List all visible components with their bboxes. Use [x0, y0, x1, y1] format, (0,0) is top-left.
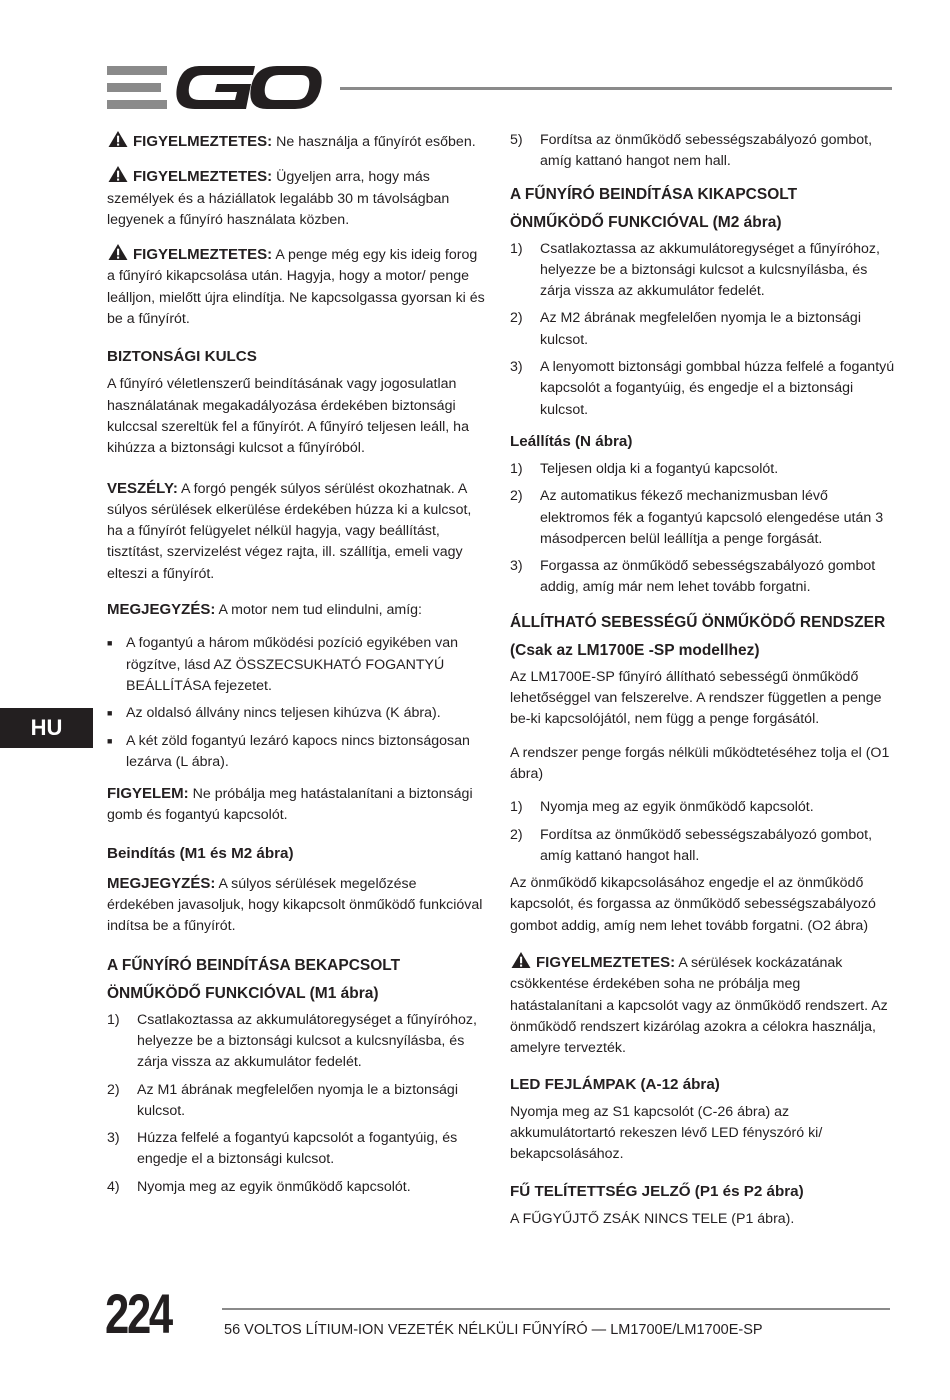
warning-triangle-icon: [107, 165, 129, 183]
list-item: ■ Az oldalsó állvány nincs teljesen kihúzva (K ábra).: [107, 705, 441, 722]
stop-heading: Leállítás (N ábra): [510, 432, 633, 450]
list-item: 1) Nyomja meg az egyik önműködő kapcsolót.: [510, 799, 814, 816]
warning-triangle-icon: [107, 243, 129, 261]
start-off-heading: A FŰNYÍRÓ BEINDÍTÁSA KIKAPCSOLT ÖNMŰKÖDŐ FUNKCIÓVAL (M2 ábra): [510, 185, 798, 231]
led-text: Nyomja meg az S1 kapcsolót (C-26 ábra) az akkumulátortartó rekeszen lévő LED fényszóró ki/ bekapcsolásához.: [510, 1103, 823, 1163]
language-tab: HU: [0, 708, 93, 748]
list-item: ■ A fogantyú a három működési pozíció egyikében van rögzítve, lásd AZ ÖSSZECSUKHATÓ FOGANTYÚ BEÁLLÍTÁSA fejezetet.: [107, 635, 459, 694]
list-item: 3) Húzza felfelé a fogantyú kapcsolót a fogantyúig, és engedje el a biztonsági kulcsot.: [107, 1130, 458, 1168]
list-item: 3) A lenyomott biztonsági gombbal húzza felfelé a fogantyú kapcsolót a fogantyúig, és engedje el a biztonsági kulcsot.: [510, 359, 895, 418]
note-start: MEGJEGYZÉS: A súlyos sérülések megelőzése érdekében javasoljuk, hogy kikapcsolt önműködő funkcióval indítsa be a fűnyírót.: [107, 874, 483, 935]
list-item: 1) Csatlakoztassa az akkumulátoregységet a fűnyíróhoz, helyezze be a biztonsági kulcsot a kulcsnyílásba, és zárja vissza az akkumulátor fedelét.: [107, 1011, 477, 1071]
left-column: [107, 130, 487, 1208]
footer-title: 56 VOLTOS LÍTIUM-ION VEZETÉK NÉLKÜLI FŰNYÍRÓ — LM1700E/LM1700E-SP: [224, 1322, 763, 1338]
variable-speed-off: Az önműködő kikapcsolásához engedje el az önműködő kapcsolót, és forgassa az önműködő sebességszabályozó gombot addig, amíg nem lehet tovább forgatni. (O2 ábra): [510, 875, 876, 934]
footer-rule: [222, 1308, 890, 1310]
list-item: 2) Az automatikus fékező mechanizmusban lévő elektromos fék a fogantyú kapcsoló elengedése után 3 másodpercen belül leállítja a penge forgását.: [510, 488, 884, 547]
list-item: 5) Fordítsa az önműködő sebességszabályozó gombot, amíg kattanó hangot nem hall.: [510, 132, 873, 170]
list-item: 2) Fordítsa az önműködő sebességszabályozó gombot, amíg kattanó hangot hall.: [510, 826, 873, 864]
grass-indicator-text: A FŰGYŰJTŐ ZSÁK NINCS TELE (P1 ábra).: [510, 1211, 795, 1228]
list-item: 4) Nyomja meg az egyik önműködő kapcsolót.: [107, 1178, 411, 1195]
list-item: 3) Forgassa az önműködő sebességszabályozó gombot addig, amíg már nem lehet tovább forgatni.: [510, 558, 876, 596]
list-item: 1) Csatlakoztassa az akkumulátoregységet a fűnyíróhoz, helyezze be a biztonsági kulcsot a kulcsnyílásba, és zárja vissza az akkumulátor fedelét.: [510, 240, 880, 300]
start-on-steps: [107, 1010, 487, 1198]
warning-triangle-icon: [107, 130, 129, 148]
list-item: 2) Az M2 ábrának megfelelően nyomja le a biztonsági kulcsot.: [510, 310, 861, 348]
stop-steps: [510, 459, 895, 599]
variable-speed-operation: A rendszer penge forgás nélküli működtetéséhez tolja el (O1 ábra): [510, 744, 890, 782]
attention-notice: FIGYELEM: Ne próbálja meg hatástalanítani a biztonsági gomb és fogantyú kapcsolót.: [107, 785, 473, 824]
warning-triangle-icon: [510, 951, 532, 969]
motor-conditions-list: [107, 633, 487, 773]
variable-speed-intro: Az LM1700E-SP fűnyíró állítható sebességű önműködő lehetőséggel van felszerelve. A rendszer független a penge be-ki kapcsolójától, nem függ a penge forgásától.: [510, 668, 882, 728]
start-heading: Beindítás (M1 és M2 ábra): [107, 844, 294, 862]
ego-logo: [107, 62, 322, 114]
start-on-step-5: [510, 130, 895, 173]
variable-speed-heading: ÁLLÍTHATÓ SEBESSÉGŰ ÖNMŰKÖDŐ RENDSZER (Csak az LM1700E -SP modellhez): [510, 613, 886, 659]
warning-rain: FIGYELMEZTETES: Ne használja a fűnyírót esőben.: [107, 130, 487, 153]
note-motor: MEGJEGYZÉS: A motor nem tud elindulni, amíg:: [107, 601, 422, 619]
right-column: [510, 130, 895, 1243]
page-number: 224: [105, 1282, 171, 1345]
warning-self-propelled: FIGYELMEZTETES: A sérülések kockázatának csökkentése érdekében soha ne próbálja meg hatástalanítani a kapcsolót vagy az önműködő rendszert. Az önműködő rendszert kizárólag azokra a célokra használja, amelyre tervezték.: [510, 951, 895, 1059]
safety-key-heading: BIZTONSÁGI KULCS: [107, 348, 257, 366]
grass-indicator-heading: FŰ TELÍTETTSÉG JELZŐ (P1 és P2 ábra): [510, 1183, 804, 1201]
start-on-heading: A FŰNYÍRÓ BEINDÍTÁSA BEKAPCSOLT ÖNMŰKÖDŐ FUNKCIÓVAL (M1 ábra): [107, 956, 401, 1002]
led-heading: LED FEJLÁMPAK (A-12 ábra): [510, 1075, 720, 1093]
danger-notice: VESZÉLY: A forgó pengék súlyos sérülést okozhatnak. A súlyos sérülések elkerülése érdekében húzza ki a kulcsot, ha a fűnyírót felügyelet nélkül hagyja, vagy beállítást, tisztítást, szervizelést végez rajta, ill. szállítja, emeli vagy elteszi a fűnyírót.: [107, 479, 472, 582]
header-rule: [340, 87, 892, 90]
warning-blade-coast: FIGYELMEZTETES: A penge még egy kis ideig forog a fűnyíró kikapcsolása után. Hagyja, hogy a motor/ penge leálljon, mielőtt újra elindítja. Ne kapcsolgassa gyorsan ki és be a fűnyírót.: [107, 243, 487, 330]
start-off-steps: [510, 239, 895, 421]
list-item: ■ A két zöld fogantyú lezáró kapocs nincs biztonságosan lezárva (L ábra).: [107, 732, 470, 770]
warning-distance: FIGYELMEZTETES: Ügyeljen arra, hogy más személyek és a háziállatok legalább 30 m távolságban legyenek a fűnyíró használata közben.: [107, 165, 487, 231]
variable-speed-steps: [510, 797, 895, 867]
list-item: 2) Az M1 ábrának megfelelően nyomja le a biztonsági kulcsot.: [107, 1081, 458, 1119]
safety-key-text: A fűnyíró véletlenszerű beindításának vagy jogosulatlan használatának megakadályozása érdekében biztonsági kulccsal szereltük fel a fűnyírót. A fűnyíró teljesen leáll, ha kihúzza a biztonsági kulcsot a fűnyíróból.: [107, 376, 469, 457]
list-item: 1) Teljesen oldja ki a fogantyú kapcsolót.: [510, 460, 779, 477]
